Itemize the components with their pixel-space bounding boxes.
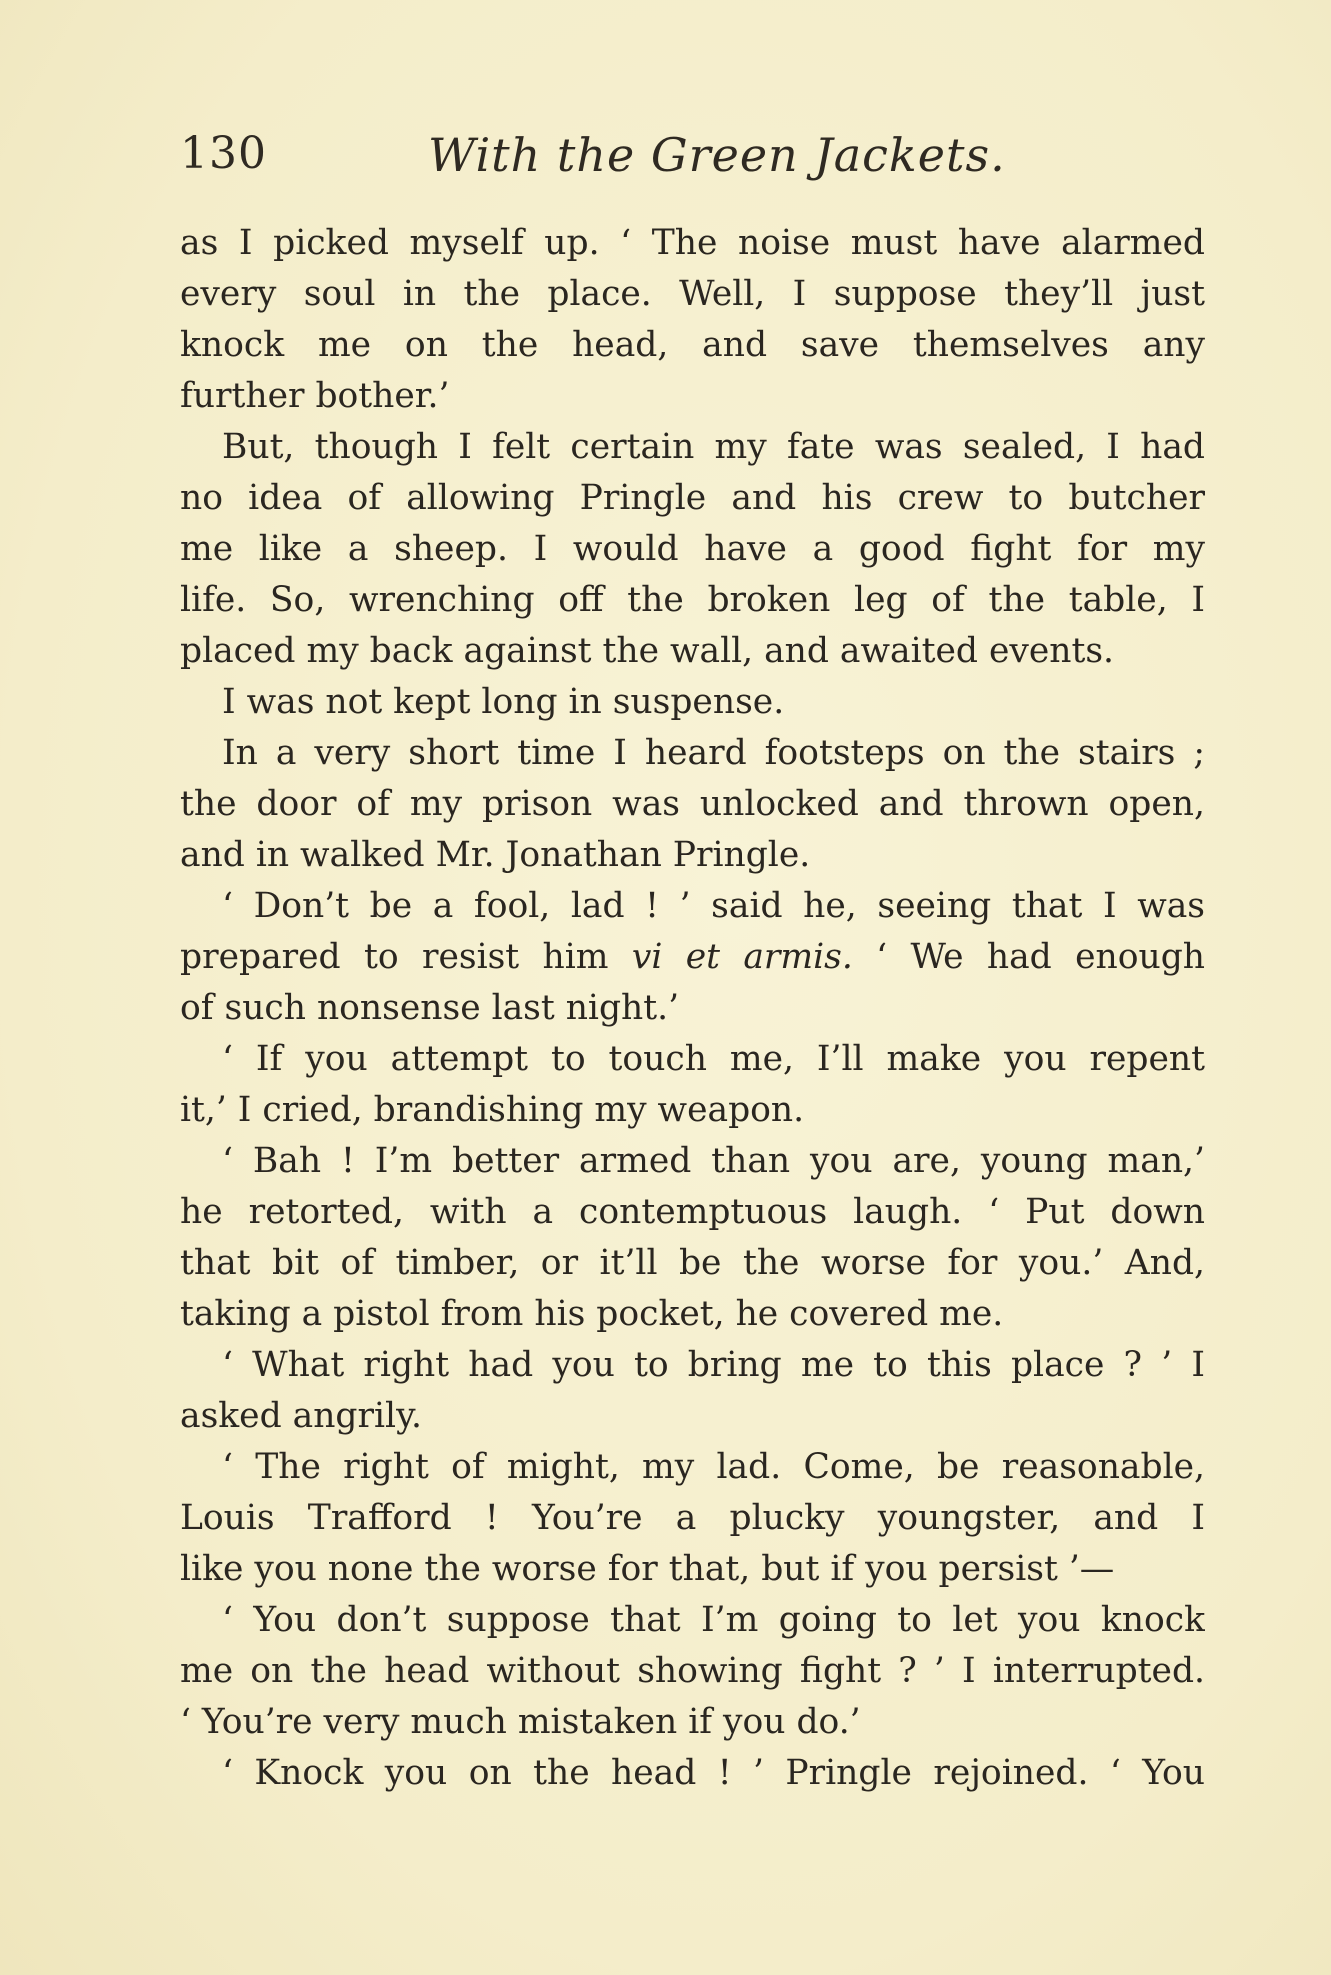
text-segment: ‘ We had enough: [852, 937, 1205, 977]
text-line: as I picked myself up. ‘ The noise must have alarmed: [180, 223, 1205, 263]
page-number: 130: [180, 128, 267, 179]
text-line: like you none the worse for that, but if you persist ’—: [180, 1549, 1115, 1589]
text-line: ‘ You’re very much mistaken if you do.’: [180, 1702, 861, 1742]
text-line: But, though I felt certain my fate was sealed, I had: [222, 427, 1205, 467]
text-line: I was not kept long in suspense.: [222, 682, 785, 722]
text-line: ‘ You don’t suppose that I’m going to let you knock: [222, 1600, 1205, 1640]
text-line: it,’ I cried, brandishing my weapon.: [180, 1090, 805, 1130]
text-line: and in walked Mr. Jonathan Pringle.: [180, 835, 811, 875]
text-line: taking a pistol from his pocket, he covered me.: [180, 1294, 1004, 1334]
body-text: [180, 218, 1205, 1799]
text-line: ‘ Knock you on the head ! ’ Pringle rejoined. ‘ You: [222, 1753, 1205, 1793]
text-line: ‘ The right of might, my lad. Come, be reasonable,: [222, 1447, 1205, 1487]
text-line: Louis Trafford ! You’re a plucky youngster, and I: [180, 1498, 1205, 1538]
running-title: With the Green Jackets.: [428, 128, 1006, 182]
text-line: placed my back against the wall, and awaited events.: [180, 631, 1115, 671]
text-line: ‘ What right had you to bring me to this place ? ’ I: [222, 1345, 1205, 1385]
text-segment: prepared to resist him: [180, 937, 632, 977]
text-line: ‘ Bah ! I’m better armed than you are, young man,’: [222, 1141, 1205, 1181]
text-line: In a very short time I heard footsteps on the stairs ;: [222, 733, 1205, 773]
text-line: that bit of timber, or it’ll be the worse for you.’ And,: [180, 1243, 1205, 1283]
text-line: me on the head without showing fight ? ’ I interrupted.: [180, 1651, 1205, 1691]
text-line: no idea of allowing Pringle and his crew to butcher: [180, 478, 1205, 518]
text-line: of such nonsense last night.’: [180, 988, 680, 1028]
text-line: the door of my prison was unlocked and thrown open,: [180, 784, 1205, 824]
text-line: ‘ If you attempt to touch me, I’ll make you repent: [222, 1039, 1205, 1079]
text-line: me like a sheep. I would have a good fight for my: [180, 529, 1205, 569]
text-line: life. So, wrenching off the broken leg of the table, I: [180, 580, 1205, 620]
text-line: ‘ Don’t be a fool, lad ! ’ said he, seeing that I was: [222, 886, 1205, 926]
text-line: he retorted, with a contemptuous laugh. ‘ Put down: [180, 1192, 1205, 1232]
text-line: [180, 932, 1205, 983]
text-line: further bother.’: [180, 376, 450, 416]
running-head: [180, 128, 1200, 188]
italic-phrase: vi et armis.: [631, 937, 853, 977]
text-line: asked angrily.: [180, 1396, 422, 1436]
text-line: every soul in the place. Well, I suppose they’ll just: [180, 274, 1205, 314]
text-line: knock me on the head, and save themselves any: [180, 325, 1205, 365]
